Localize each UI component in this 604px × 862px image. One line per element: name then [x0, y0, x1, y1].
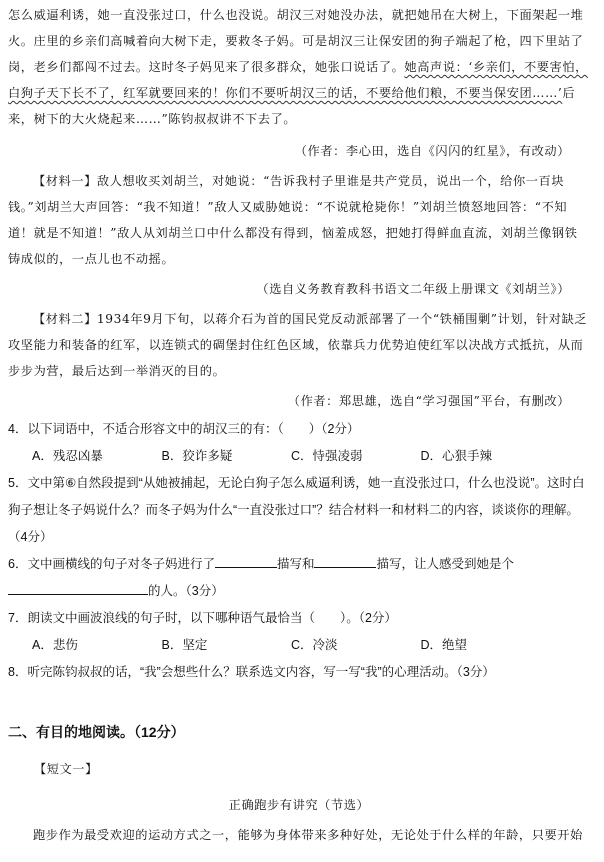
option-c[interactable]: C．冷淡 — [291, 638, 338, 652]
question-6 — [8, 551, 590, 605]
passage-title: 正确跑步有讲究（节选） — [228, 798, 370, 812]
wavy-underlined-sentence: 她高声说：‘乡亲们，不要害怕，白狗子天下长不了，红军就要回来的！你们不要听胡汉三的话，不要给他们粮，不要当保安团……’ — [8, 60, 588, 100]
question-7: 7．朗读文中画波浪线的句子时，以下哪种语气最恰当（ ）。（2分） — [8, 611, 397, 625]
option-c[interactable]: C．恃强凌弱 — [291, 449, 363, 463]
option-a[interactable]: A．残忍凶暴 — [32, 449, 103, 463]
question-8: 8．听完陈钧叔叔的话，“我”会想些什么？联系选文内容，写一写“我”的心理活动。（3分） — [8, 665, 495, 679]
option-d[interactable]: D．心狠手辣 — [420, 449, 493, 463]
material-two-source: （作者：郑思雄，选自“学习强国”平台，有删改） — [287, 394, 570, 408]
story-paragraph — [8, 2, 590, 132]
question-6-text-a: 6．文中画横线的句子对冬子妈进行了 — [8, 557, 215, 571]
question-6-text-d: 的人。（3分） — [148, 584, 224, 598]
option-b[interactable]: B．狡诈多疑 — [161, 449, 233, 463]
question-7-options — [8, 632, 590, 659]
material-two: 【材料二】1934年9月下旬，以蒋介石为首的国民党反动派部署了一个“铁桶围剿”计划，针对缺乏攻坚能力和装备的红军，以连锁式的碉堡封住红色区域，依靠兵力优势迫使红军以决战方式抵抗，从而步步为营，最后达到一举消灭的目的。 — [8, 312, 588, 378]
material-one-source: （选自义务教育教科书语文二年级上册课文《刘胡兰》） — [256, 282, 570, 296]
story-text: 怎么威逼利诱，她一直没张过口，什么也没说。胡汉三对她没办法，就把她吊在大树上，下面架起一堆火。庄里的乡亲们高喊着向大树下走，要救冬子妈。可是胡汉三让保安团的狗子端起了枪，四下里站了岗，老乡们都闯不过去。这时冬子妈见来了很多群众，她张口说话了。 — [8, 8, 584, 74]
question-4-options — [8, 443, 590, 470]
answer-blank-2[interactable] — [314, 553, 376, 568]
question-4: 4．以下词语中，不适合形容文中的胡汉三的有：（ ）（2分） — [8, 422, 360, 436]
passage-first-line: 跑步作为最受欢迎的运动方式之一，能够为身体带来多种好处，无论处于什么样的年龄，只要开始 — [33, 828, 583, 842]
option-a[interactable]: A．悲伤 — [32, 638, 78, 652]
question-6-text-c: 描写，让人感受到她是个 — [376, 557, 514, 571]
answer-blank-3[interactable] — [8, 580, 148, 595]
question-5: 5．文中第⑥自然段提到“从她被捕起，无论白狗子怎么威逼利诱，她一直没张过口，什么也没说”。这时白狗子想让冬子妈说什么？而冬子妈为什么“一直没张过口”？结合材料一和材料二的内容，谈谈你的理解。（4分） — [8, 476, 585, 544]
option-b[interactable]: B．坚定 — [161, 638, 208, 652]
answer-blank-1[interactable] — [215, 553, 277, 568]
section-heading: 二、有目的地阅读。（12分） — [8, 724, 185, 740]
question-6-text-b: 描写和 — [276, 557, 315, 571]
option-d[interactable]: D．绝望 — [420, 638, 468, 652]
story-text-end: 后来，树下的大火烧起来……”陈钧叔叔讲不下去了。 — [8, 86, 576, 126]
story-source: （作者：李心田，选自《闪闪的红星》，有改动） — [294, 144, 570, 158]
passage-tag: 【短文一】 — [34, 762, 98, 776]
material-one: 【材料一】敌人想收买刘胡兰，对她说：“告诉我村子里谁是共产党员，说出一个，给你一百块钱。”刘胡兰大声回答：“我不知道！”敌人又威胁她说：“不说就枪毙你！”刘胡兰愤怒地回答：“不知道！就是不知道！”敌人从刘胡兰口中什么都没有得到，恼羞成怒，把她打得鲜血直流，刘胡兰像钢铁铸成似的，一点儿也不动摇。 — [8, 174, 578, 266]
